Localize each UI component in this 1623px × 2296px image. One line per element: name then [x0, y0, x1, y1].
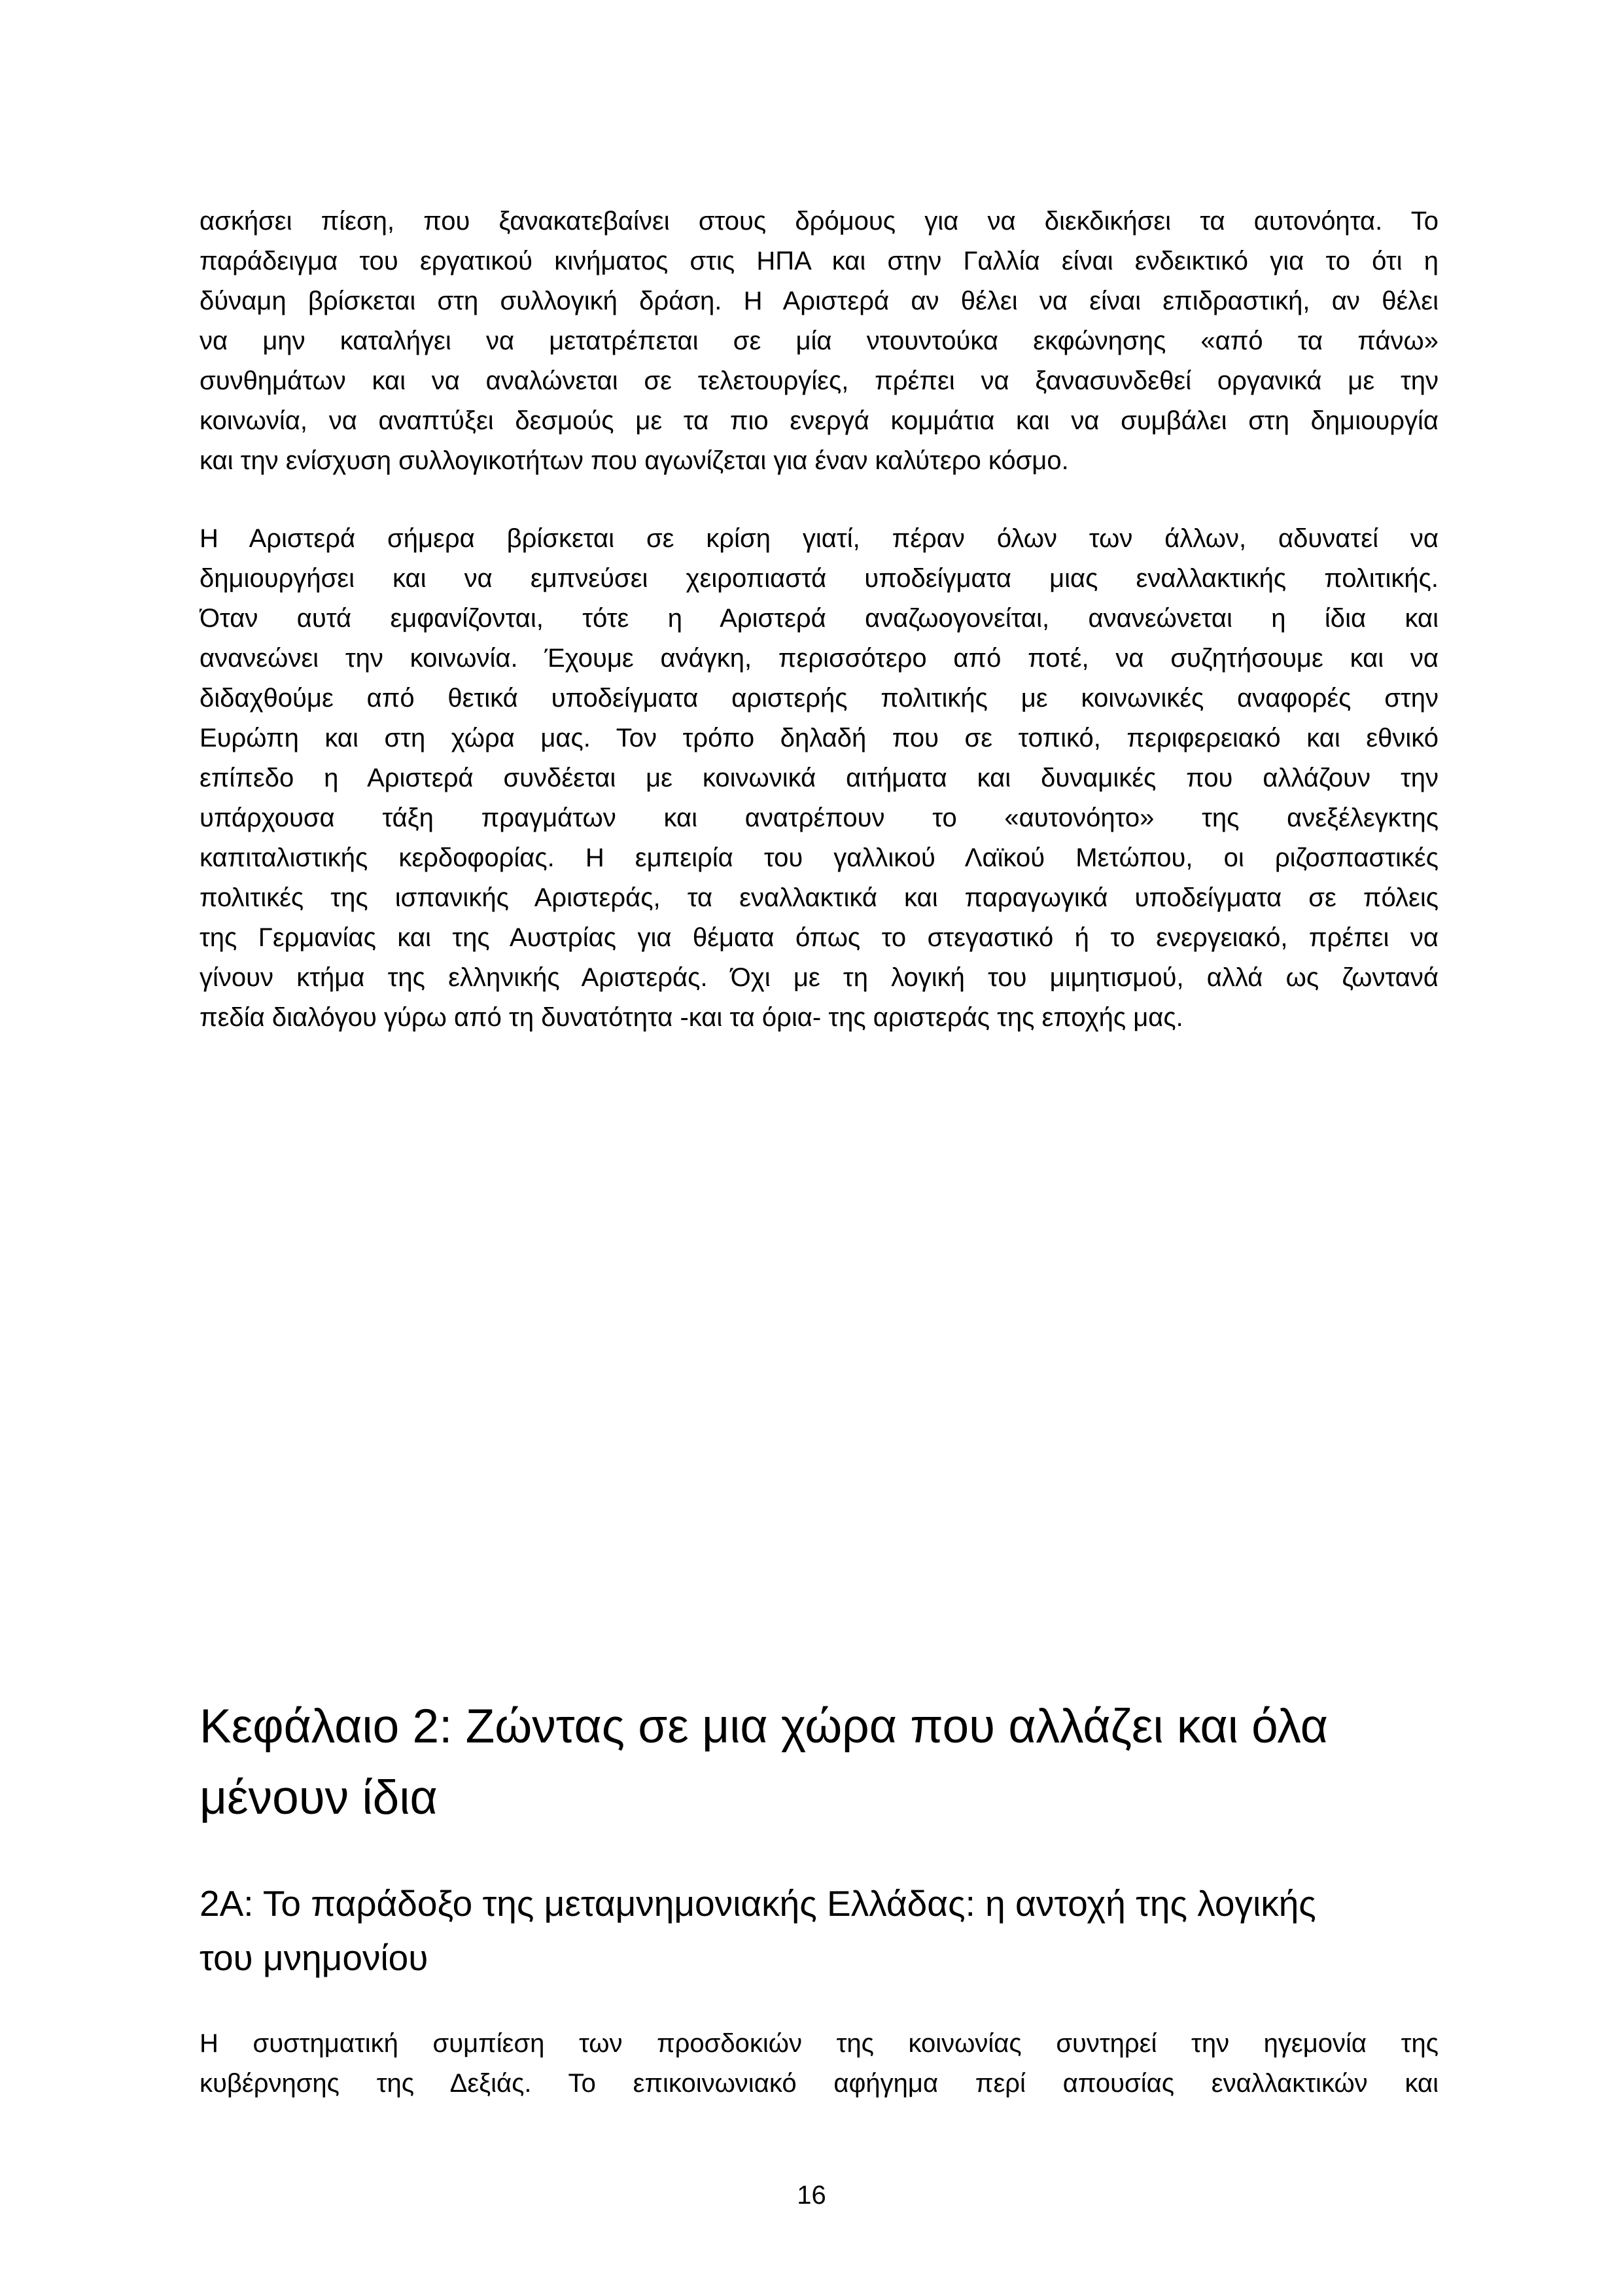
- text-line: γίνουν κτήμα της ελληνικής Αριστεράς. Όχι με τη λογική του μιμητισμού, αλλά ως ζωντανά: [200, 963, 1439, 992]
- text-line: Η συστηματική συμπίεση των προσδοκιών της κοινωνίας συντηρεί την ηγεμονία της: [200, 2029, 1439, 2058]
- text-line: κοινωνία, να αναπτύξει δεσμούς με τα πιο ενεργά κομμάτια και να συμβάλει στη δημιουργία: [200, 406, 1439, 435]
- text-line: διδαχθούμε από θετικά υποδείγματα αριστερής πολιτικής με κοινωνικές αναφορές στην: [200, 684, 1439, 713]
- text-line: Όταν αυτά εμφανίζονται, τότε η Αριστερά αναζωογονείται, ανανεώνεται η ίδια και: [200, 604, 1439, 633]
- page-number: 16: [797, 2181, 826, 2210]
- paragraph-3: [200, 2024, 1439, 2104]
- text-line: της Γερμανίας και της Αυστρίας για θέματα όπως το στεγαστικό ή το ενεργειακό, πρέπει να: [200, 923, 1439, 952]
- text-line: δημιουργήσει και να εμπνεύσει χειροπιαστά υποδείγματα μιας εναλλακτικής πολιτικής.: [200, 564, 1439, 593]
- text-line: και την ενίσχυση συλλογικοτήτων που αγωνίζεται για έναν καλύτερο κόσμο.: [200, 446, 1069, 475]
- text-line: πεδία διαλόγου γύρω από τη δυνατότητα -και τα όρια- της αριστεράς της εποχής μας.: [200, 1003, 1183, 1032]
- text-line: να μην καταλήγει να μετατρέπεται σε μία ντουντούκα εκφώνησης «από τα πάνω»: [200, 327, 1439, 355]
- section-heading-line: 2Α: Το παράδοξο της μεταμνημονιακής Ελλάδας: η αντοχή της λογικής: [200, 1883, 1316, 1924]
- text-line: δύναμη βρίσκεται στη συλλογική δράση. Η Αριστερά αν θέλει να είναι επιδραστική, αν θέλει: [200, 287, 1439, 315]
- text-line: καπιταλιστικής κερδοφορίας. Η εμπειρία του γαλλικού Λαϊκού Μετώπου, οι ριζοσπαστικές: [200, 843, 1439, 872]
- chapter-heading: [200, 1691, 1439, 1833]
- chapter-heading-line: μένουν ίδια: [200, 1771, 438, 1824]
- text-line: κυβέρνησης της Δεξιάς. Το επικοινωνιακό αφήγημα περί απουσίας εναλλακτικών και: [200, 2069, 1439, 2098]
- section-heading-line: του μνημονίου: [200, 1937, 428, 1978]
- text-line: Η Αριστερά σήμερα βρίσκεται σε κρίση γιατί, πέραν όλων των άλλων, αδυνατεί να: [200, 524, 1439, 553]
- text-line: παράδειγμα του εργατικού κινήματος στις ΗΠΑ και στην Γαλλία είναι ενδεικτικό για το ότι η: [200, 247, 1439, 275]
- text-line: συνθημάτων και να αναλώνεται σε τελετουργίες, πρέπει να ξανασυνδεθεί οργανικά με την: [200, 366, 1439, 395]
- paragraph-2: [200, 519, 1439, 1038]
- paragraph-1: [200, 202, 1439, 481]
- text-line: επίπεδο η Αριστερά συνδέεται με κοινωνικά αιτήματα και δυναμικές που αλλάζουν την: [200, 764, 1439, 792]
- text-line: πολιτικές της ισπανικής Αριστεράς, τα εναλλακτικά και παραγωγικά υποδείγματα σε πόλεις: [200, 883, 1439, 912]
- section-heading: [200, 1877, 1439, 1985]
- text-line: Ευρώπη και στη χώρα μας. Τον τρόπο δηλαδή που σε τοπικό, περιφερειακό και εθνικό: [200, 724, 1439, 752]
- text-line: ασκήσει πίεση, που ξανακατεβαίνει στους δρόμους για να διεκδικήσει τα αυτονόητα. Το: [200, 207, 1439, 236]
- text-line: ανανεώνει την κοινωνία. Έχουμε ανάγκη, περισσότερο από ποτέ, να συζητήσουμε και να: [200, 644, 1439, 673]
- text-line: υπάρχουσα τάξη πραγμάτων και ανατρέπουν το «αυτονόητο» της ανεξέλεγκτης: [200, 804, 1439, 832]
- chapter-heading-line: Κεφάλαιο 2: Ζώντας σε μια χώρα που αλλάζει και όλα: [200, 1700, 1328, 1753]
